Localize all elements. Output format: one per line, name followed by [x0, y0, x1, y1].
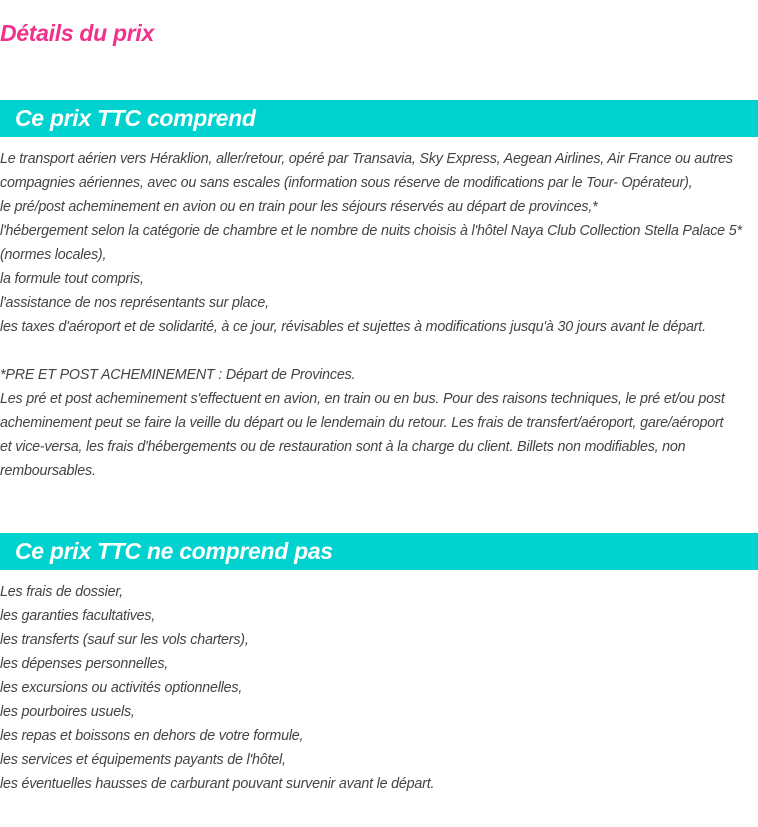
includes-line: les taxes d'aéroport et de solidarité, à ce jour, révisables et sujettes à modifications jusqu'à 30 jours avant le départ. [0, 319, 706, 335]
includes-line: Le transport aérien vers Héraklion, aller/retour, opéré par Transavia, Sky Express, Aegean Airlines, Air France ou autres [0, 151, 733, 167]
includes-line: l'hébergement selon la catégorie de chambre et le nombre de nuits choisis à l'hôtel Naya Club Collection Stella Palace 5* [0, 223, 742, 239]
excludes-line: les garanties facultatives, [0, 608, 156, 624]
note-line: remboursables. [0, 463, 96, 479]
excludes-line: les repas et boissons en dehors de votre formule, [0, 728, 304, 744]
excludes-line: les pourboires usuels, [0, 704, 135, 720]
excludes-list [0, 580, 758, 796]
includes-list [0, 147, 758, 339]
excludes-line: les excursions ou activités optionnelles, [0, 680, 243, 696]
excludes-line: Les frais de dossier, [0, 584, 123, 600]
excludes-section-header [0, 533, 758, 570]
excludes-heading: Ce prix TTC ne comprend pas [15, 538, 333, 564]
excludes-line: les dépenses personnelles, [0, 656, 169, 672]
includes-line: la formule tout compris, [0, 271, 144, 287]
note-line: et vice-versa, les frais d'hébergements ou de restauration sont à la charge du client. Billets non modifiables, non [0, 439, 686, 455]
page-title: Détails du prix [0, 20, 154, 46]
note-line: *PRE ET POST ACHEMINEMENT : Départ de Provinces. [0, 367, 356, 383]
excludes-line: les services et équipements payants de l'hôtel, [0, 752, 286, 768]
includes-line: le pré/post acheminement en avion ou en train pour les séjours réservés au départ de provinces,* [0, 199, 598, 215]
includes-line: l'assistance de nos représentants sur place, [0, 295, 269, 311]
transfer-note [0, 363, 758, 483]
includes-heading: Ce prix TTC comprend [15, 105, 256, 131]
excludes-line: les éventuelles hausses de carburant pouvant survenir avant le départ. [0, 776, 435, 792]
note-line: acheminement peut se faire la veille du départ ou le lendemain du retour. Les frais de transfert/aéroport, gare/aéroport [0, 415, 724, 431]
includes-line: compagnies aériennes, avec ou sans escales (information sous réserve de modifications par le Tour- Opérateur), [0, 175, 693, 191]
includes-section-header [0, 100, 758, 137]
note-line: Les pré et post acheminement s'effectuent en avion, en train ou en bus. Pour des raisons techniques, le pré et/ou post [0, 391, 725, 407]
includes-line: (normes locales), [0, 247, 107, 263]
excludes-line: les transferts (sauf sur les vols charters), [0, 632, 249, 648]
